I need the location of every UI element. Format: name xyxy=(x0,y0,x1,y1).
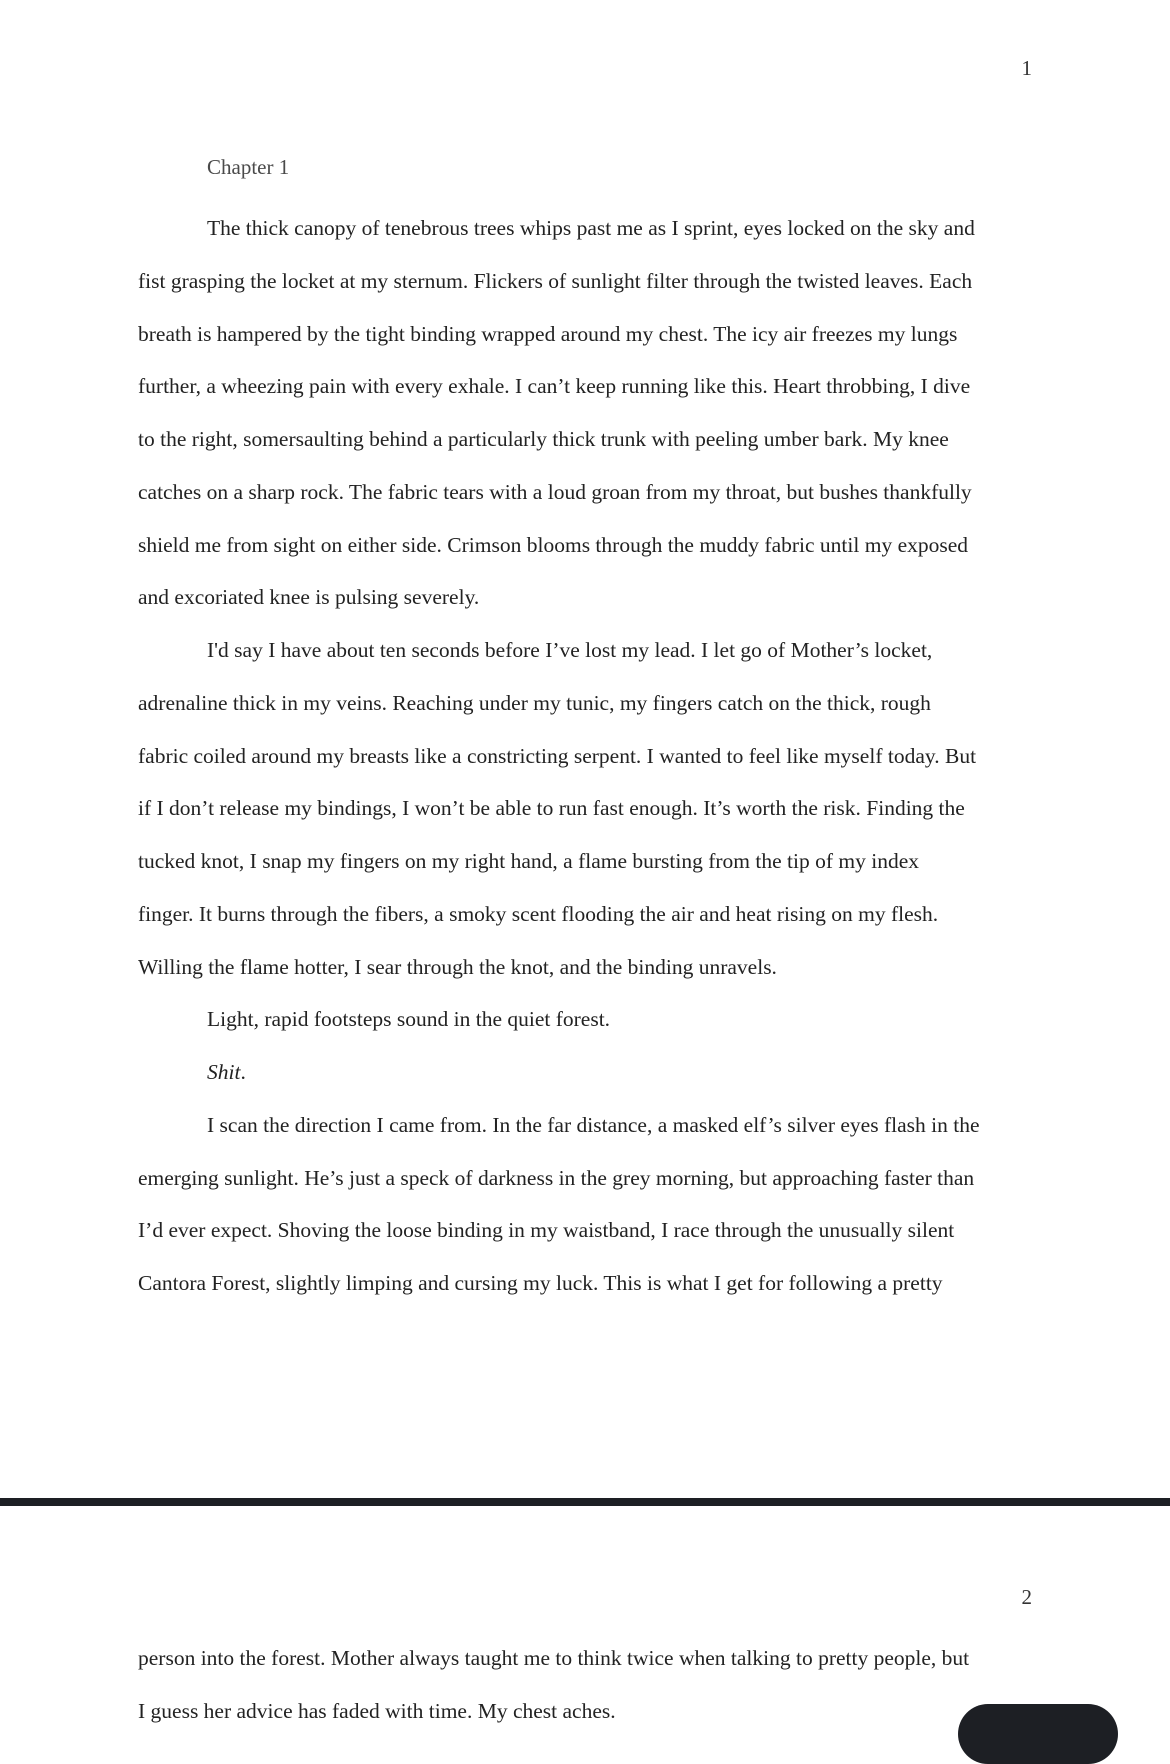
text-line: and excoriated knee is pulsing severely. xyxy=(138,585,480,610)
text-line: Light, rapid footsteps sound in the quiet forest. xyxy=(207,1007,611,1032)
page-divider xyxy=(0,1498,1170,1506)
text-line: Cantora Forest, slightly limping and cursing my luck. This is what I get for following a pretty xyxy=(138,1271,943,1295)
body-text xyxy=(138,202,1038,1310)
text-line: breath is hampered by the tight binding wrapped around my chest. The icy air freezes my lungs xyxy=(138,321,958,346)
text-line: shield me from sight on either side. Crimson blooms through the muddy fabric until my exposed xyxy=(138,532,969,557)
italic-word: Shit xyxy=(207,1060,241,1084)
text-line: to the right, somersaulting behind a particularly thick trunk with peeling umber bark. My knee xyxy=(138,427,949,451)
page-number: 2 xyxy=(1021,1585,1032,1609)
text-line: I'd say I have about ten seconds before I’ve lost my lead. I let go of Mother’s locket, xyxy=(207,638,933,662)
text-line: I scan the direction I came from. In the far distance, a masked elf’s silver eyes flash in the xyxy=(207,1112,980,1137)
page-number: 1 xyxy=(1021,56,1032,80)
text-line: further, a wheezing pain with every exhale. I can’t keep running like this. Heart throbbing, I dive xyxy=(138,374,971,399)
chapter-title: Chapter 1 xyxy=(207,155,290,179)
text-line: I guess her advice has faded with time. My chest aches. xyxy=(138,1698,616,1723)
floating-action-button[interactable] xyxy=(958,1704,1118,1764)
text-line: fist grasping the locket at my sternum. Flickers of sunlight filter through the twisted leaves. Each xyxy=(138,268,973,293)
text-line: person into the forest. Mother always taught me to think twice when talking to pretty people, but xyxy=(138,1646,970,1670)
text-line: The thick canopy of tenebrous trees whips past me as I sprint, eyes locked on the sky and xyxy=(207,216,975,240)
text-line: Willing the flame hotter, I sear through the knot, and the binding unravels. xyxy=(138,954,777,979)
text-line xyxy=(138,1046,1038,1099)
text-line: catches on a sharp rock. The fabric tears with a loud groan from my throat, but bushes thankfully xyxy=(138,479,972,504)
document-page-2 xyxy=(0,1506,1170,1728)
text-line: tucked knot, I snap my fingers on my right hand, a flame bursting from the tip of my index xyxy=(138,849,920,873)
body-text xyxy=(138,1632,1038,1728)
text-line: adrenaline thick in my veins. Reaching under my tunic, my fingers catch on the thick, rough xyxy=(138,690,931,715)
period: . xyxy=(240,1060,246,1084)
text-line: I’d ever expect. Shoving the loose binding in my waistband, I race through the unusually silent xyxy=(138,1218,955,1243)
text-line: emerging sunlight. He’s just a speck of darkness in the grey morning, but approaching faster than xyxy=(138,1165,975,1190)
text-line: fabric coiled around my breasts like a constricting serpent. I wanted to feel like myself today. But xyxy=(138,743,977,768)
text-line: if I don’t release my bindings, I won’t be able to run fast enough. It’s worth the risk. Finding the xyxy=(138,796,965,821)
text-line: finger. It burns through the fibers, a smoky scent flooding the air and heat rising on my flesh. xyxy=(138,901,939,926)
